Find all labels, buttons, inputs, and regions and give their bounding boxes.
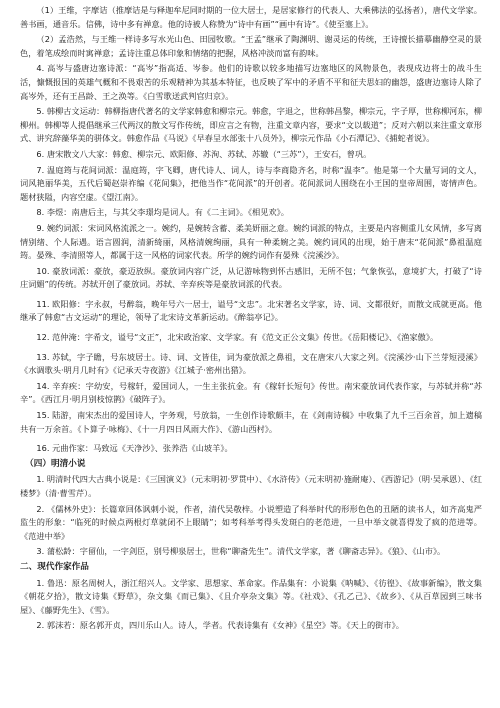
paragraph-rulin-waishi: 2. 《儒林外史》：长篇章回体讽刺小说，作者，清代吴敬梓。小说塑造了科举时代的形形色色的丑陋的读书人，如齐高鬼严监生的形象：“临死的时候点两根灯草就闭不上眼睛”；如考科举考得头发斑白的老范进，一旦中举文就喜得发了疯的范进等。《范进中举》 xyxy=(20,503,482,541)
modern-section xyxy=(20,561,482,633)
paragraph-meng-haoran: （2）孟浩然，与王维一样诗多写水光山色、田园牧歌。“王孟”继承了陶渊明、谢灵运的传统，王诗擅长描摹幽静空灵的景色，着笔成绘而时寓禅意；孟诗注重总体印象和情绪的把握，风格冲淡而富有韵味。 xyxy=(20,34,482,58)
paragraph-gao-cen: 4. 高岑与盛唐边塞诗派：“高岑”指高适、岑参。他们的诗歌以较多地描写边塞地区的风物景色，表现戍边将士的战斗生活，慷慨报国的英雄气概和不畏艰苦的乐观精神为其基本特征，也反映了军中的矛盾不平和征夫思妇的幽怨，盛唐边塞诗人除了高岑外，还有王昌龄、王之涣等。《白雪歌送武判官归京》。 xyxy=(20,63,482,101)
paragraph-pu-songling: 3. 蒲松龄：字留仙，一字剑臣，别号柳泉居士，世称“聊斋先生”。清代文学家，著《聊斋志异》。《狼》、《山市》。 xyxy=(36,546,446,557)
paragraph-li-yu: 8. 李煜：南唐后主，与其父李璟均是词人。有《二主词》。《相见欢》。 xyxy=(36,207,289,218)
paragraph-wen-tingyun: 7. 温庭筠与花间词派：温庭筠，字飞卿，唐代诗人、词人，诗与李商隐齐名，时称“温李”。他是第一个大量写词的文人，词风艳丽华美，五代后蜀赵崇祚编《花间集》，把他当作“花间派”的开创者。花间派词人围绕在小王国的皇帝周围，寄情声色。题材狭隘，内容空虚。《望江南》。 xyxy=(20,164,482,202)
paragraph-lu-xun: 1. 鲁迅：原名周树人，浙江绍兴人。文学家、思想家、革命家。作品集有：小说集《呐喊》、《彷徨》、《故事新编》，散文集《朝花夕拾》，散文诗集《野草》，杂文集《而已集》、《且介亭杂文集》等。《社戏》、《孔乙己》、《故乡》、《从百草园到三味书屋》、《藤野先生》、《雪》。 xyxy=(20,577,482,615)
paragraph-tang-song-eight: 6. 唐宋散文八大家：韩愈、柳宗元、欧阳修、苏洵、苏轼、苏辙（“三苏”），王安石，曾巩。 xyxy=(36,148,372,159)
paragraph-lu-you: 15. 陆游，南宋杰出的爱国诗人，字务观，号放翁，一生创作诗歌颇丰，在《剑南诗稿》中收集了九千三百余首，加上遗稿共有一万余首。《卜算子·咏梅》、《十一月四日风雨大作》、《游山西村》。 xyxy=(20,410,482,434)
paragraph-xin-qiji: 14. 辛弃疾：字幼安，号稼轩，爱国词人，一生主张抗金。有《稼轩长短句》传世。南宋豪放词代表作家，与苏轼并称“苏辛”。《西江月·明月别枝惊鹊》《破阵子》。 xyxy=(20,380,482,405)
paragraph-yuan-qu: 16. 元曲作家：马致远《天净沙》、张养浩《山坡羊》。 xyxy=(36,443,233,454)
paragraph-wanyue: 9. 婉约词派：宋词风格流派之一。婉约，是婉转含蓄、柔美妍丽之意。婉约词派的特点，主要是内容侧重儿女风情，多写离情别绪、个人际遇。语言圆润，清新绮丽，风格清婉绚丽，具有一种柔婉之美。婉约词风的出现，始于唐末“花间派”鼻祖温庭筠。晏殊、李清照等人，都属于这一风格的词家代表。所学的婉约词作有晏殊《浣溪沙》。 xyxy=(20,222,482,261)
paragraph-han-liu: 5. 韩柳古文运动：韩柳指唐代著名的文学家韩愈和柳宗元。韩愈，字退之，世称韩昌黎，柳宗元，字子厚，世称柳河东，柳柳州。韩柳等人提倡继承三代两汉的散文写作传统，即应言之有物，注重文章内容，要求“文以载道”；反对六朝以来注重文章形式、讲究辞藻华美的骈体文。韩愈作品《马说》《早春呈水部张十八员外》，柳宗元作品《小石潭记》、《捕蛇者说》。 xyxy=(20,106,482,144)
paragraph-su-shi: 13. 苏轼，字子瞻，号东坡居士。诗、词、文皆佳，词为豪放派之鼻祖，文在唐宋八大家之列。《浣溪沙·山下兰芽短浸溪》《水调歌头·明月几时有》《记承天寺夜游》《江城子·密州出猎》。 xyxy=(20,351,482,376)
paragraph-guo-moruo: 2. 郭沫若：原名郭开贞，四川乐山人。诗人，学者。代表诗集有《女神》《星空》等。《天上的街市》。 xyxy=(36,620,404,631)
paragraph-fan-zhongyan: 12. 范仲淹：字希文，谥号“文正”，北宋政治家、文学家。有《范文正公文集》传世。《岳阳楼记》、《渔家傲》。 xyxy=(36,332,439,343)
paragraph-haofang: 10. 豪放词派：豪放，豪迈放纵。豪放词内容广泛，从记游咏物到怀古感旧，无所不包；气象恢弘，意境扩大，打破了“诗庄词媚”的传统。苏轼开创了豪放词。苏轼、辛弃疾等是豪放词派的代表。 xyxy=(20,265,482,290)
intro-section xyxy=(20,4,482,456)
section-heading-modern: 二、现代作家作品 xyxy=(20,561,89,572)
section-heading-ming-qing: （四）明清小说 xyxy=(25,458,86,469)
ming-qing-section xyxy=(20,458,482,559)
paragraph-four-classics: 1. 明清时代四大古典小说是：《三国演义》（元末明初·罗贯中）、《水浒传》（元末明初·施耐庵）、《西游记》（明·吴承恩）、《红楼梦》（清·曹雪芹）。 xyxy=(20,474,482,498)
paragraph-wang-wei: （1）王维，字摩诘（推摩诘是与释迦牟尼同时期的一位大居士，是居家修行的代表人、大乘佛法的弘扬者），唐代文学家。善书画，通音乐。信佛，诗中多有禅意。他的诗被人称赞为“诗中有画”“画中有诗”。《使至塞上》。 xyxy=(20,5,482,29)
paragraph-ouyang-xiu: 11. 欧阳修：字永叔，号醉翁，晚年号六一居士，谥号“文忠”。北宋著名文学家，诗、词、文都很好，而散文成就更高。他继承了韩愈“古文运动”的理论，领导了北宋诗文革新运动。《醉翁亭记》。 xyxy=(20,298,482,323)
